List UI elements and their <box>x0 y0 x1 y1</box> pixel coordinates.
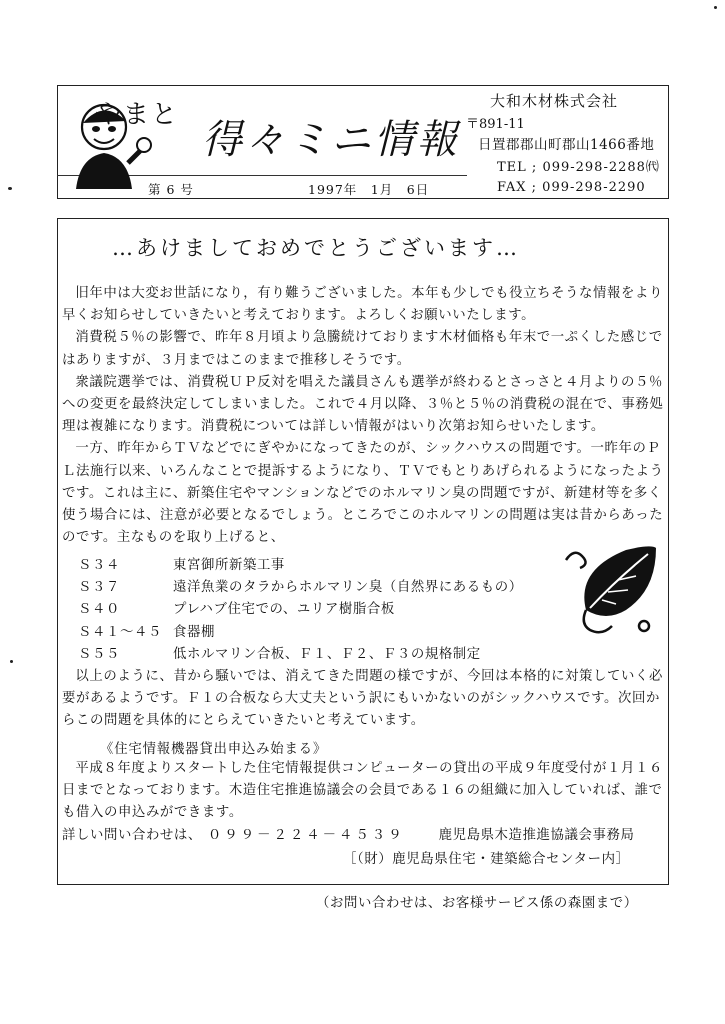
contact-center: ［（財）鹿児島県住宅・建築総合センター内］ <box>343 852 630 867</box>
formalin-history-list <box>78 555 578 666</box>
history-row <box>78 599 578 621</box>
history-row <box>78 644 578 666</box>
history-year: Ｓ４１～４５ <box>78 624 162 640</box>
newsletter-title: 得々ミニ情報 <box>202 117 460 163</box>
postal-code: 〒891-11 <box>466 117 525 132</box>
footer-note: （お問い合わせは、お客様サービス係の森園まで） <box>316 896 638 911</box>
history-year: Ｓ５５ <box>78 646 120 662</box>
company-address: 日置郡郡山町郡山1466番地 <box>478 137 655 153</box>
contact-phone: ０９９－２２４－４５３９ <box>207 828 405 843</box>
history-row <box>78 577 578 599</box>
history-row <box>78 555 578 577</box>
paragraph: 以上のように、昔から騒いでは、消えてきた問題の様ですが、今回は本格的に対策していく必要があるようです。Ｆ１の合板なら大丈夫という訳にもいかないのがシックハウスです。次回からこの問題を具体的にとらえていきたいと考えています。 <box>62 669 663 729</box>
paragraph: 衆議院選挙では、消費税ＵＰ反対を唱えた議員さんも選挙が終わるとさっさと４月よりの５％への変更を最終決定してしまいました。これで４月以降、３％と５％の消費税の混在で、事務処理は複雑になります。消費税については詳しい情報がはいり次第お知らせいたします。 <box>62 374 664 435</box>
issue-number: 第 6 号 <box>148 182 194 197</box>
history-year: Ｓ４０ <box>78 602 120 618</box>
company-fax: FAX ; 099-298-2290 <box>497 180 646 195</box>
history-event: 食器棚 <box>173 624 215 640</box>
paragraph: 消費税５％の影響で、昨年８月頃より急騰続けております木材価格も年末で一ぷくした感じではありますが、３月まではこのままで推移しそうです。 <box>62 330 663 368</box>
company-tel: TEL ; 099-298-2288㈹ <box>497 160 660 175</box>
notice-body <box>62 758 666 825</box>
article-text <box>62 283 666 549</box>
paragraph: 一方、昨年からＴＶなどでにぎやかになってきたのが、シックハウスの問題です。一昨年のＰＬ法施行以来、いろんなことで提訴するようになり、ＴＶでもとりあげられるようになったようです。これは主に、新築住宅やマンションなどでのホルマリン臭の問題ですが、新建材等を多く使う場合には、注意が必要となるでしょう。ところでこのホルマリンの問題は実は昔からあったのです。主なものを取り上げると、 <box>62 441 664 546</box>
history-year: Ｓ３４ <box>78 558 120 573</box>
scan-speck <box>714 6 717 9</box>
scan-speck <box>8 187 12 190</box>
notice-title: 《住宅情報機器貸出申込み始まる》 <box>100 742 328 757</box>
closing-text <box>62 666 666 733</box>
history-event: 低ホルマリン合板、Ｆ１、Ｆ２、Ｆ３の規格制定 <box>173 646 481 662</box>
scan-speck <box>10 660 13 663</box>
company-name: 大和木材株式会社 <box>490 92 619 110</box>
history-event: 遠洋魚業のタラからホルマリン臭（自然界にあるもの） <box>173 580 523 596</box>
new-year-greeting: …あけましておめでとうございます… <box>112 236 520 260</box>
history-row <box>78 622 578 644</box>
paragraph: 旧年中は大変お世話になり，有り難うございました。本年も少しでも役立ちそうな情報をより早くお知らせしていきたいと考えております。よろしくお願いいたします。 <box>62 286 663 324</box>
contact-line <box>62 824 634 843</box>
contact-organization: 鹿児島県木造推進協議会事務局 <box>438 828 635 843</box>
brand-name: やまと <box>95 100 180 130</box>
issue-date: 1997年 1月 6日 <box>308 182 430 197</box>
paragraph: 平成８年度よりスタートした住宅情報提供コンピューターの貸出の平成９年度受付が１月１６日までとなっております。木造住宅推進協議会の会員である１６の組織に加入していれば、誰でも借入の申込みができます。 <box>62 761 663 821</box>
contact-lead: 詳しい問い合わせは、 <box>62 828 202 843</box>
history-event: 東宮御所新築工事 <box>173 558 285 573</box>
leaf-icon <box>556 540 666 640</box>
history-event: プレハブ住宅での、ユリア樹脂合板 <box>173 602 395 618</box>
history-year: Ｓ３７ <box>78 580 120 596</box>
